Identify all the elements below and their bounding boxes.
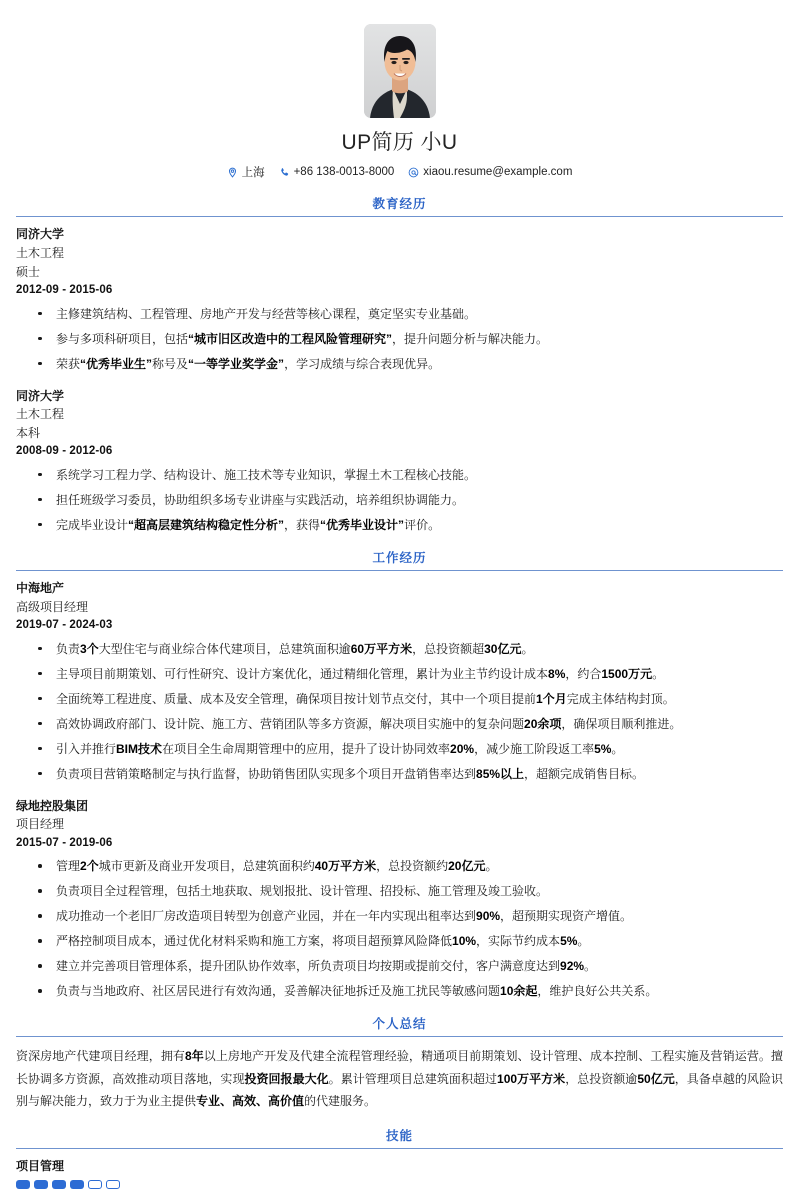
skill-dot-empty: [106, 1180, 120, 1189]
skill-dot-filled: [34, 1180, 48, 1189]
avatar-wrapper: [16, 24, 783, 118]
section-divider: [16, 216, 783, 217]
section-divider: [16, 570, 783, 571]
list-item: 成功推动一个老旧厂房改造项目转型为创意产业园，并在一年内实现出租率达到90%，超预期实现资产增值。: [16, 907, 783, 925]
section-title-education: 教育经历: [372, 197, 427, 212]
section-skills: [16, 1128, 783, 1189]
section-divider: [16, 1036, 783, 1037]
education-school: 同济大学: [16, 227, 65, 242]
skill-item: [16, 1157, 783, 1189]
list-item: 管理2个城市更新及商业开发项目，总建筑面积约40万平方米，总投资额约20亿元。: [16, 857, 783, 875]
avatar: [364, 24, 436, 118]
section-title-work: 工作经历: [372, 550, 427, 565]
work-bullets: [16, 857, 783, 1000]
education-bullets: [16, 305, 783, 373]
education-degree: 本科: [16, 425, 41, 440]
education-degree: 硕士: [16, 264, 41, 279]
education-entry: [16, 387, 783, 534]
portrait-photo-icon: [364, 24, 436, 118]
work-role: 高级项目经理: [16, 599, 89, 614]
list-item: 负责与当地政府、社区居民进行有效沟通，妥善解决征地拆迁及施工扰民等敏感问题10余起，维护良好公共关系。: [16, 982, 783, 1000]
skill-dot-filled: [52, 1180, 66, 1189]
work-company: 中海地产: [16, 581, 65, 596]
contact-list: [16, 164, 783, 180]
work-entry: [16, 579, 783, 783]
list-item: 系统学习工程力学、结构设计、施工技术等专业知识，掌握土木工程核心技能。: [16, 466, 783, 484]
list-item: 主修建筑结构、工程管理、房地产开发与经营等核心课程，奠定坚实专业基础。: [16, 305, 783, 323]
list-item: 负责项目营销策略制定与执行监督，协助销售团队实现多个项目开盘销售率达到85%以上，超额完成销售目标。: [16, 765, 783, 783]
section-education: [16, 196, 783, 534]
skill-dot-empty: [88, 1180, 102, 1189]
list-item: 严格控制项目成本，通过优化材料采购和施工方案，将项目超预算风险降低10%，实际节约成本5%。: [16, 932, 783, 950]
work-date: 2019-07 - 2024-03: [16, 619, 113, 632]
skill-name: 项目管理: [16, 1159, 65, 1174]
list-item: 负责项目全过程管理，包括土地获取、规划报批、设计管理、招投标、施工管理及竣工验收。: [16, 882, 783, 900]
summary-text: 资深房地产代建项目经理，拥有8年以上房地产开发及代建全流程管理经验，精通项目前期策划、设计管理、成本控制、工程实施及营销运营。擅长协调多方资源，高效推动项目落地，实现投资回报最大化。累计管理项目总建筑面积超过100万平方米，总投资额逾50亿元，具备卓越的风险识别与解决能力，致力于为业主提供专业、高效、高价值的代建服务。: [16, 1049, 783, 1108]
list-item: 参与多项科研项目，包括“城市旧区改造中的工程风险管理研究”，提升问题分析与解决能力。: [16, 330, 783, 348]
list-item: 负责3个大型住宅与商业综合体代建项目，总建筑面积逾60万平方米，总投资额超30亿元。: [16, 640, 783, 658]
work-entry: [16, 797, 783, 1001]
work-role: 项目经理: [16, 817, 65, 832]
contact-location-value: 上海: [241, 167, 265, 180]
list-item: 引入并推行BIM技术在项目全生命周期管理中的应用，提升了设计协同效率20%，减少施工阶段返工率5%。: [16, 740, 783, 758]
list-item: 建立并完善项目管理体系，提升团队协作效率，所负责项目均按期或提前交付，客户满意度达到92%。: [16, 957, 783, 975]
section-work-experience: [16, 550, 783, 1000]
list-item: 主导项目前期策划、可行性研究、设计方案优化，通过精细化管理，累计为业主节约设计成本8%，约合1500万元。: [16, 665, 783, 683]
skill-dot-filled: [70, 1180, 84, 1189]
section-title-summary: 个人总结: [372, 1017, 427, 1032]
page-title: UP简历 小U: [341, 131, 458, 154]
section-title-skills: 技能: [385, 1129, 413, 1143]
education-date: 2008-09 - 2012-06: [16, 445, 113, 458]
contact-email: [408, 166, 572, 178]
education-major: 土木工程: [16, 407, 65, 422]
section-divider: [16, 1148, 783, 1149]
section-personal-summary: [16, 1016, 783, 1112]
resume-header: [16, 22, 783, 180]
education-major: 土木工程: [16, 246, 65, 261]
work-date: 2015-07 - 2019-06: [16, 836, 113, 849]
list-item: 担任班级学习委员，协助组织多场专业讲座与实践活动，培养组织协调能力。: [16, 491, 783, 509]
list-item: 高效协调政府部门、设计院、施工方、营销团队等多方资源，解决项目实施中的复杂问题20余项，确保项目顺利推进。: [16, 715, 783, 733]
contact-email-value: xiaou.resume@example.com: [423, 166, 573, 179]
contact-phone: [279, 166, 395, 178]
email-icon: [408, 167, 419, 178]
location-pin-icon: [227, 167, 238, 178]
list-item: 完成毕业设计“超高层建筑结构稳定性分析”，获得“优秀毕业设计”评价。: [16, 516, 783, 534]
list-item: 荣获“优秀毕业生”称号及“一等学业奖学金”，学习成绩与综合表现优异。: [16, 355, 783, 373]
education-entry: [16, 225, 783, 372]
phone-icon: [279, 167, 290, 178]
list-item: 全面统筹工程进度、质量、成本及安全管理，确保项目按计划节点交付，其中一个项目提前1个月完成主体结构封顶。: [16, 690, 783, 708]
work-company: 绿地控股集团: [16, 798, 89, 813]
education-date: 2012-09 - 2015-06: [16, 284, 113, 297]
education-bullets: [16, 466, 783, 534]
skill-rating: [16, 1180, 783, 1189]
skill-dot-filled: [16, 1180, 30, 1189]
work-bullets: [16, 640, 783, 783]
contact-phone-value: +86 138-0013-8000: [293, 166, 395, 179]
contact-location: [227, 164, 265, 180]
education-school: 同济大学: [16, 388, 65, 403]
